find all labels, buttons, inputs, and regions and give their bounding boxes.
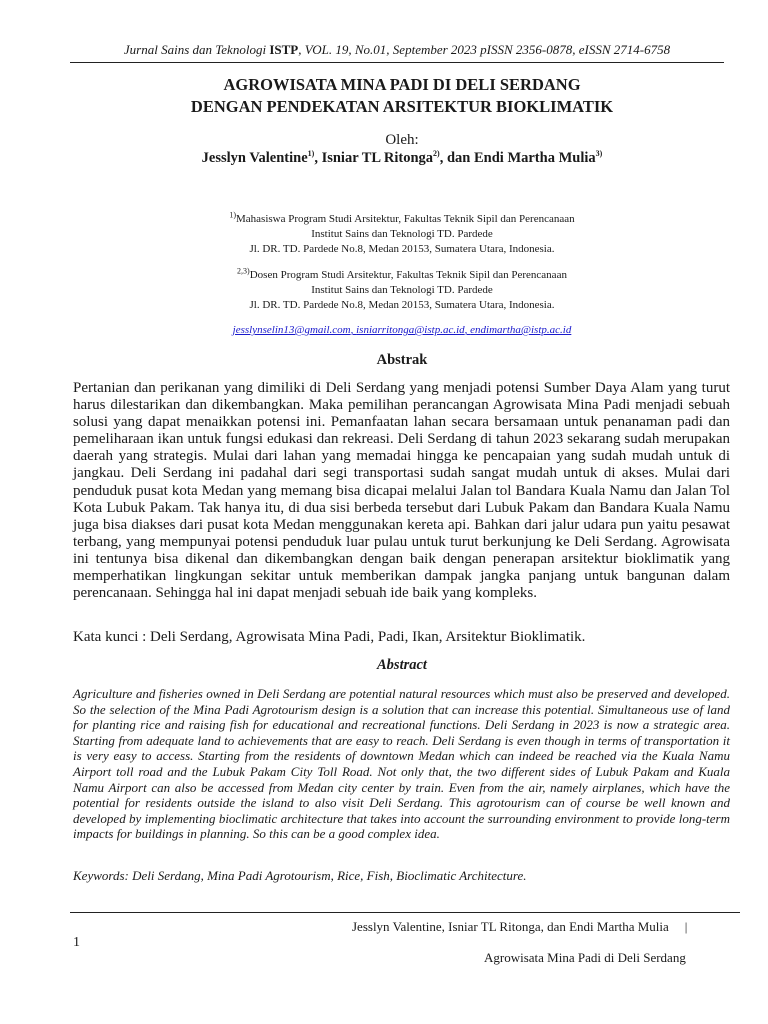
author-3: Endi Martha Mulia bbox=[473, 150, 596, 166]
footer-authors bbox=[352, 919, 687, 935]
page-number: 1 bbox=[73, 935, 80, 950]
abstract-heading: Abstract bbox=[377, 657, 427, 673]
affiliation-2-mark: 2,3) bbox=[237, 266, 250, 276]
author-separator: , dan bbox=[439, 150, 474, 166]
email-link-2[interactable]: isniarritonga@istp.ac.id bbox=[356, 324, 465, 336]
affiliation-1-mark: 1) bbox=[229, 210, 237, 220]
affiliation-2-dept: Dosen Program Studi Arsitektur, Fakultas Teknik Sipil dan Perencanaan bbox=[249, 269, 567, 281]
email-separator: , bbox=[464, 324, 471, 336]
email-separator: , bbox=[350, 324, 357, 336]
affiliation-1-dept: Mahasiswa Program Studi Arsitektur, Fakultas Teknik Sipil dan Perencanaan bbox=[236, 213, 575, 225]
email-link-1[interactable]: jesslynselin13@gmail.com bbox=[232, 324, 351, 336]
email-link-3[interactable]: endimartha@istp.ac.id bbox=[470, 324, 572, 336]
abstract-body: Agriculture and fisheries owned in Deli Serdang are potential natural resources which must also be preserved and developed. So the selection of the Mina Padi Agrotourism design is a solution that can increase this potential. Simultaneous use of land for planting rice and raising fish for educational and recreational functions. Deli Serdang in 2023 is now a strategic area. Starting from adequate land to achievements that are easy to reach. Deli Serdang is even though in terms of transportation it is very easy to access. Starting from the residents of downtown Medan which can indeed be reached via the Kuala Namu Airport toll road and the Lubuk Pakam City Toll Road. Not only that, the two different sides of Lubuk Pakam and Kuala Namu Airport can also be accessed from Medan city center by train. Even from the air, namely airplanes, which have the potential for residents outside the island to also visit Deli Serdang. This agrotourism can of course be well known and developed by implementing bioclimatic architecture that takes into account the surrounding environment to provide long-term impacts for buildings in planning. So this can be a good complex idea. bbox=[73, 686, 730, 842]
affiliation-2 bbox=[70, 268, 734, 313]
author-separator: , bbox=[314, 150, 322, 166]
footer-separator: | bbox=[684, 919, 688, 934]
author-3-affil-mark: 3) bbox=[595, 149, 603, 159]
affiliation-2-institution: Institut Sains dan Teknologi TD. Pardede bbox=[311, 284, 493, 296]
keywords: Keywords: Deli Serdang, Mina Padi Agrotourism, Rice, Fish, Bioclimatic Architecture. bbox=[73, 868, 527, 883]
journal-abbrev: ISTP bbox=[269, 42, 299, 57]
journal-issue-info: , VOL. 19, No.01, September 2023 pISSN 2356-0878, eISSN 2714-6758 bbox=[298, 42, 671, 57]
affiliation-2-address: Jl. DR. TD. Pardede No.8, Medan 20153, Sumatera Utara, Indonesia. bbox=[249, 299, 555, 311]
footer-author-names: Jesslyn Valentine, Isniar TL Ritonga, dan Endi Martha Mulia bbox=[352, 919, 669, 934]
paper-title bbox=[70, 74, 734, 118]
author-list bbox=[70, 150, 734, 167]
author-2-affil-mark: 2) bbox=[433, 149, 440, 159]
byline-label: Oleh: bbox=[385, 132, 419, 148]
footer-short-title: Agrowisata Mina Padi di Deli Serdang bbox=[484, 950, 686, 965]
journal-header bbox=[70, 42, 724, 58]
abstrak-heading: Abstrak bbox=[376, 352, 428, 368]
author-2: Isniar TL Ritonga bbox=[321, 150, 434, 166]
paper-title-line-2: DENGAN PENDEKATAN ARSITEKTUR BIOKLIMATIK bbox=[190, 97, 614, 116]
paper-title-line-1: AGROWISATA MINA PADI DI DELI SERDANG bbox=[223, 75, 581, 94]
footer-rule bbox=[70, 912, 740, 913]
affiliation-1-address: Jl. DR. TD. Pardede No.8, Medan 20153, Sumatera Utara, Indonesia. bbox=[249, 243, 555, 255]
author-1-affil-mark: 1) bbox=[307, 149, 315, 159]
affiliation-1 bbox=[70, 212, 734, 257]
kata-kunci: Kata kunci : Deli Serdang, Agrowisata Mina Padi, Padi, Ikan, Arsitektur Bioklimatik. bbox=[73, 629, 586, 645]
author-1: Jesslyn Valentine bbox=[201, 150, 308, 166]
abstrak-body: Pertanian dan perikanan yang dimiliki di Deli Serdang yang menjadi potensi Sumber Daya Alam yang turut harus dilestarikan dan dikembangkan. Maka pemilihan perancangan Agrowisata Mina Padi menjadi sebuah solusi yang dapat menaikkan potensi ini. Pemanfaatan lahan secara bersamaan untuk penanaman padi dan pemeliharaan ikan untuk fungsi edukasi dan rekreasi. Deli Serdang di tahun 2023 sekarang sudah merupakan daerah yang strategis. Mulai dari lahan yang memadai hingga ke pencapaian yang sudah mudah untuk di jangkau. Deli Serdang ini padahal dari segi transportasi sudah sangat mudah untuk di akses. Mulai dari penduduk pusat kota Medan yang memang bisa dicapai melalui Jalan tol Bandara Kuala Namu dan Jalan Tol Kota Lubuk Pakam. Tak hanya itu, di dua sisi berbeda tersebut dari Lubuk Pakam dan Bandara Kuala Namu juga bisa diakses dari pusat kota Medan menggunakan kereta api. Bahkan dari jalur udara pun yaitu pesawat terbang, yang mempunyai potensi penduduk luar pulau untuk turut berkunjung ke Deli Serdang. Agrowisata ini tentunya bisa dikenal dan dikembangkan dengan baik dengan penerapan arsitektur bioklimatik yang memperhatikan lingkungan sekitar untuk memberikan dampak jangka panjang untuk bangunan dalam perencanaan. Sehingga hal ini dapat menjadi sebuah ide baik yang kompleks. bbox=[73, 380, 730, 602]
header-rule bbox=[70, 62, 724, 63]
author-emails bbox=[70, 324, 734, 336]
journal-name: Jurnal Sains dan Teknologi bbox=[123, 42, 270, 57]
affiliation-1-institution: Institut Sains dan Teknologi TD. Pardede bbox=[311, 228, 493, 240]
